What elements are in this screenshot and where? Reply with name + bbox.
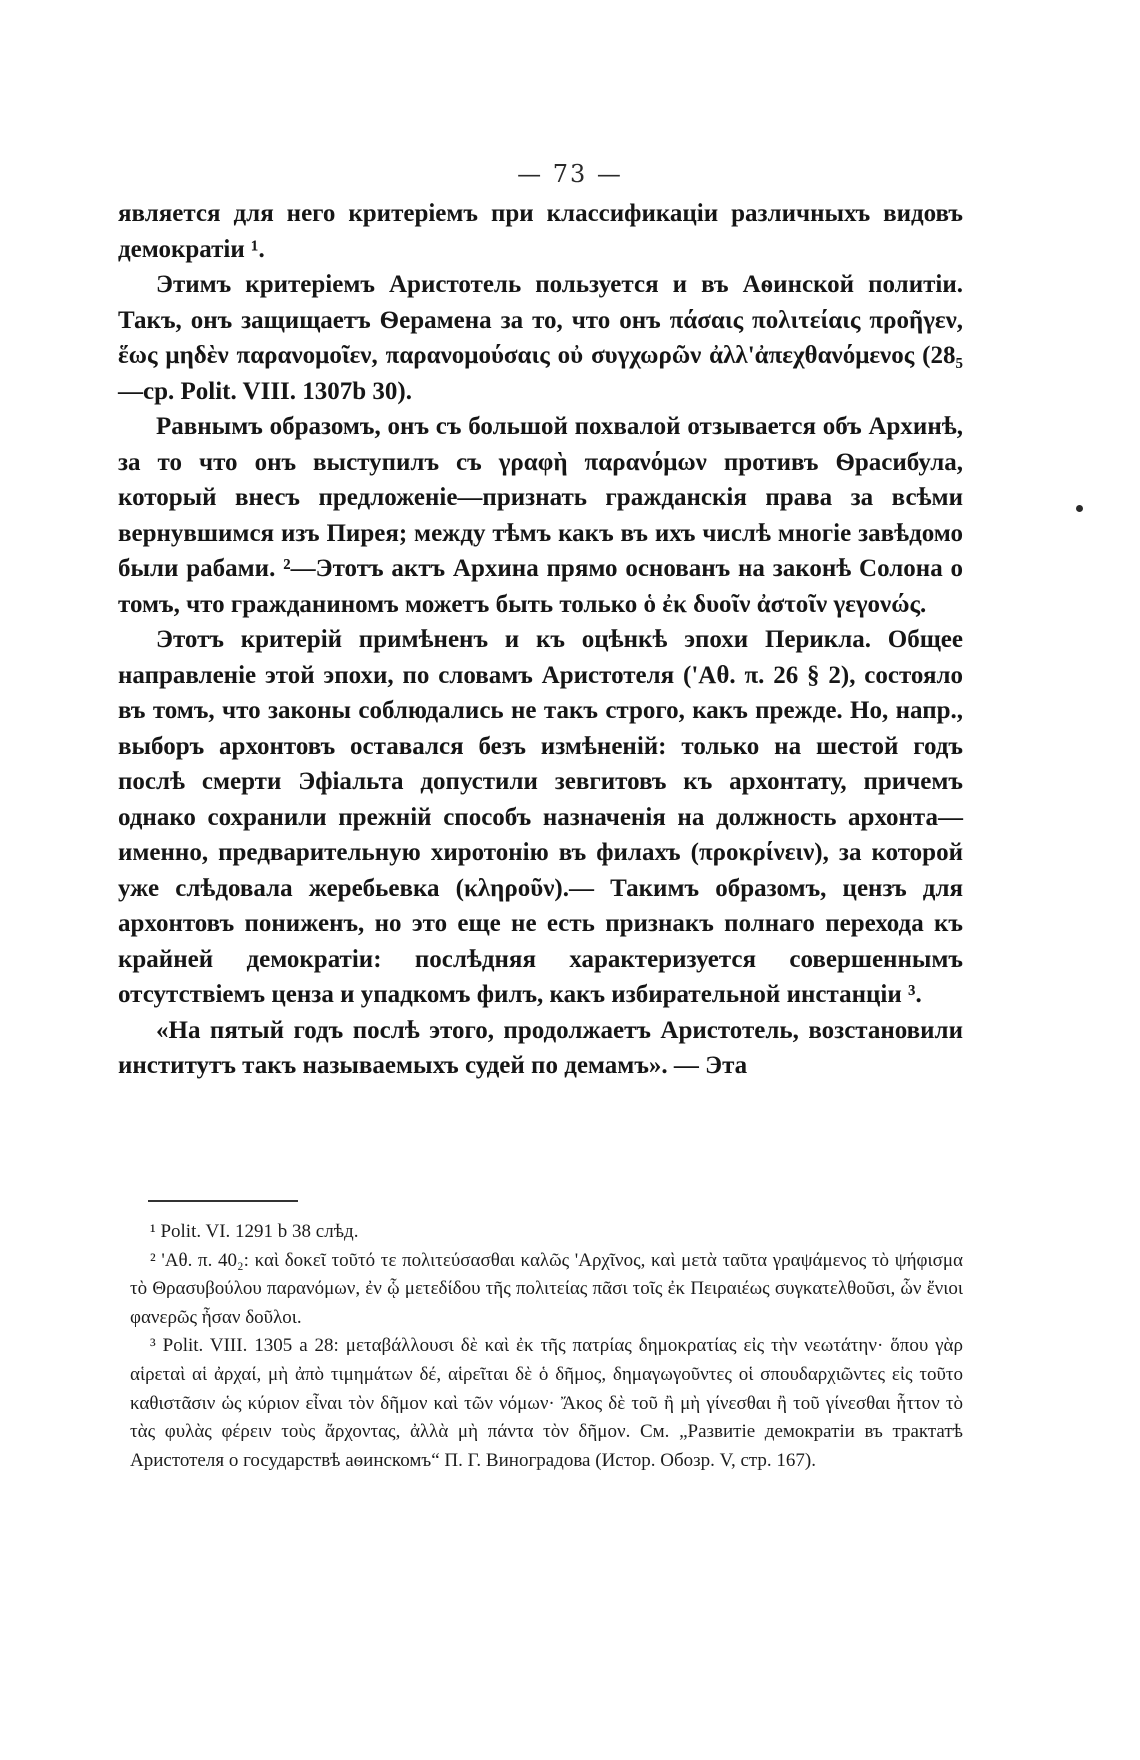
paragraph: является для него критеріемъ при классификаціи различныхъ видовъ демократіи ¹. (118, 200, 963, 263)
footnote: ² 'Αθ. π. 40₂: καὶ δοκεῖ τοῦτό τε πολιτεύσασθαι καλῶς 'Αρχῖνος, καὶ μετὰ ταῦτα γραψάμενος τὸ ψήφισμα τὸ Θρασυβούλου παρανόμων, ἐν ᾧ μετεδίδου τῆς πολιτείας πᾶσι τοῖς ἐκ Πειραιέως συγκατελθοῦσι, ὧν ἔνιοι φανερῶς ἦσαν δοῦλοι. (130, 1249, 963, 1328)
paragraph: «На пятый годъ послѣ этого, продолжаетъ Аристотель, возстановили институтъ такъ называемыхъ судей по демамъ». — Эта (118, 1016, 963, 1079)
footnote-divider (148, 1200, 298, 1202)
main-text (118, 196, 963, 1084)
ink-dot-mark (1076, 505, 1083, 512)
footnote: ¹ Polit. VI. 1291 b 38 слѣд. (150, 1221, 359, 1242)
paragraph: Этимъ критеріемъ Аристотель пользуется и въ Аѳинской политіи. Такъ, онъ защищаетъ Ѳерамена за то, что онъ πάσαις πολιτείαις προῆγεν, ἕως μηδὲν παρανομοῖεν, παρανομούσαις οὐ συγχωρῶν ἀλλ'ἀπεχθανόμενος (28₅—ср. Polit. VIII. 1307b 30). (118, 271, 963, 405)
paragraph: Этотъ критерій примѣненъ и къ оцѣнкѣ эпохи Перикла. Общее направленіе этой эпохи, по словамъ Аристотеля ('Αθ. π. 26 § 2), состояло въ томъ, что законы соблюдались не такъ строго, какъ прежде. Но, напр., выборъ архонтовъ оставался безъ измѣненій: только на шестой годъ послѣ смерти Эфіальта допустили зевгитовъ къ архонтату, причемъ однако сохранили прежній способъ назначенія на должность архонта—именно, предварительную хиротонію въ филахъ (προκρίνειν), за которой уже слѣдовала жеребьевка (κληροῦν).— Такимъ образомъ, цензъ для архонтовъ пониженъ, но это еще не есть признакъ полнаго перехода къ крайней демократіи: послѣдняя характеризуется совершеннымъ отсутствіемъ ценза и упадкомъ филъ, какъ избирательной инстанціи ³. (118, 626, 963, 1008)
footnote: ³ Polit. VIII. 1305 a 28: μεταβάλλουσι δὲ καὶ ἐκ τῆς πατρίας δημοκρατίας εἰς τὴν νεωτάτην· ὅπου γὰρ αἱρεταὶ αἱ ἀρχαί, μὴ ἀπὸ τιμημάτων δέ, αἱρεῖται δὲ ὁ δῆμος, δημαγωγοῦντες οἱ σπουδαρχιῶντες εἰς τοῦτο καθιστᾶσιν ὡς κύριον εἶναι τὸν δῆμον καὶ τῶν νόμων· Ἄκος δὲ τοῦ ἢ μὴ γίνεσθαι ἢ τοῦ γίνεσθαι ἧττον τὸ τὰς φυλὰς φέρειν τοὺς ἄρχοντας, ἀλλὰ μὴ πάντα τὸν δῆμον. См. „Развитіе демократіи въ трактатѣ Аристотеля о государствѣ аѳинскомъ“ П. Г. Виноградова (Истор. Обозр. V, стр. 167). (130, 1335, 963, 1471)
page-number: — 73 — (517, 160, 623, 188)
paragraph: Равнымъ образомъ, онъ съ большой похвалой отзывается объ Архинѣ, за то что онъ выступилъ съ γραφὴ παρανόμων противъ Ѳрасибула, который внесъ предложеніе—признать гражданскія права за всѣми вернувшимся изъ Пирея; между тѣмъ какъ въ ихъ числѣ многіе завѣдомо были рабами. ²—Этотъ актъ Архина прямо основанъ на законѣ Солона о томъ, что гражданиномъ можетъ быть только ὁ ἐκ δυοῖν ἀστοῖν γεγονώς. (118, 413, 963, 618)
footnotes (130, 1218, 963, 1475)
